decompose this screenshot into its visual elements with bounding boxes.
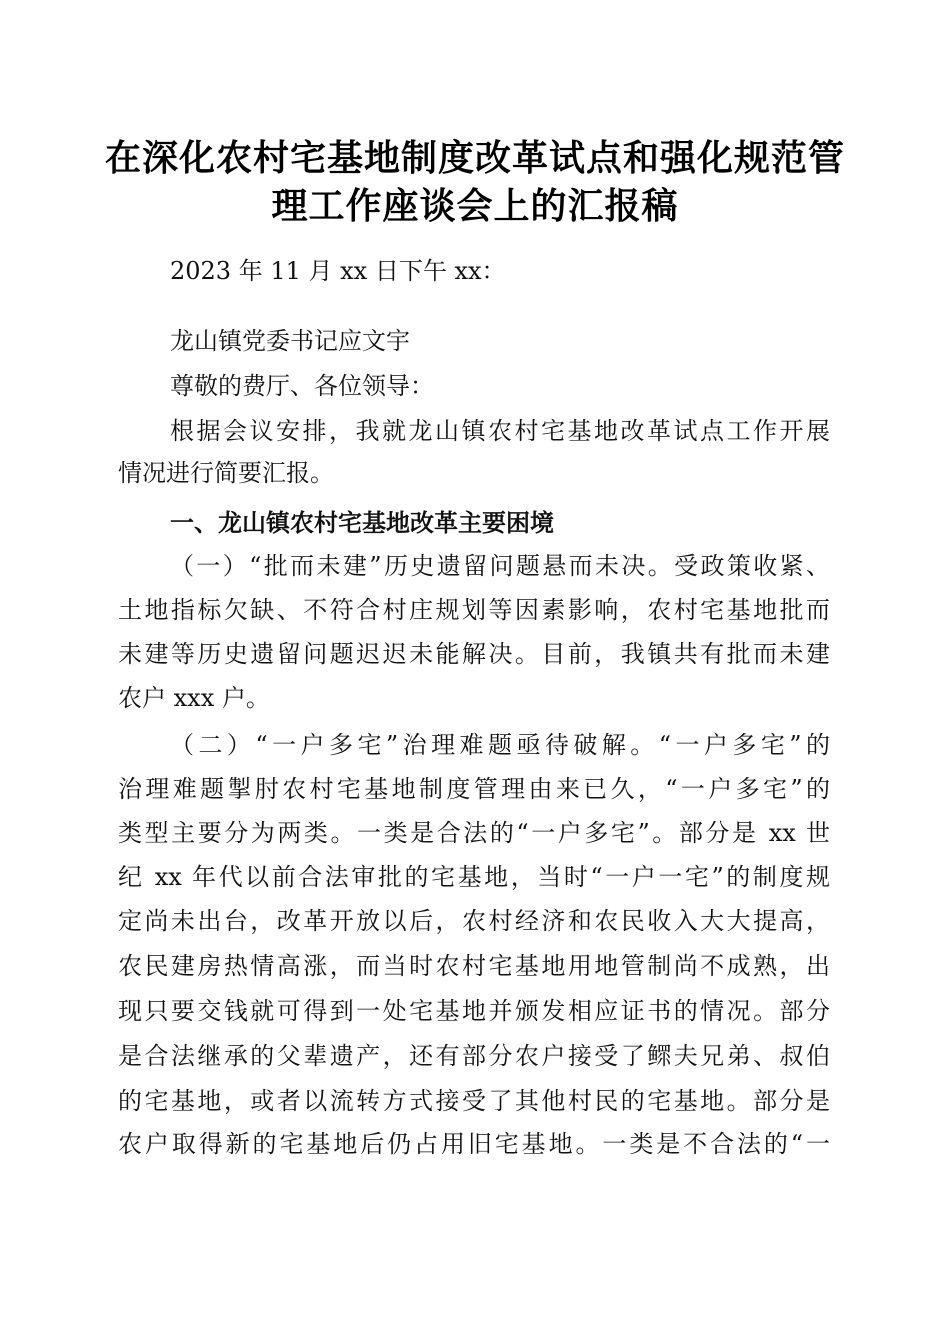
para-2-line-7: 现只要交钱就可得到一处宅基地并颁发相应证书的情况。部分 [118, 997, 830, 1025]
para-2-line-1: （二）“一户多宅”治理难题亟待破解。“一户多宅”的 [170, 731, 830, 759]
para-1-line-2: 土地指标欠缺、不符合村庄规划等因素影响，农村宅基地批而 [118, 596, 830, 624]
speaker-line: 龙山镇党委书记应文宇 [170, 327, 410, 355]
para-2-line-9: 的宅基地，或者以流转方式接受了其他村民的宅基地。部分是 [118, 1087, 830, 1115]
para-1-line-4: 农户 xxx 户。 [118, 684, 270, 712]
para-2-line-6: 农民建房热情高涨，而当时农村宅基地用地管制尚不成熟，出 [118, 952, 830, 980]
para-2-line-8: 是合法继承的父辈遗产，还有部分农户接受了鳏夫兄弟、叔伯 [118, 1042, 830, 1070]
section-heading: 一、龙山镇农村宅基地改革主要困境 [170, 508, 554, 537]
para-2-line-4: 纪 xx 年代以前合法审批的宅基地，当时“一户一宅”的制度规 [118, 863, 830, 891]
para-2-line-3: 类型主要分为两类。一类是合法的“一户多宅”。部分是 xx 世 [118, 819, 830, 847]
para-1-line-1: （一）“批而未建”历史遗留问题悬而未决。受政策收紧、 [170, 552, 830, 580]
document-title-line-2: 理工作座谈会上的汇报稿 [271, 185, 679, 227]
document-title-line-1: 在深化农村宅基地制度改革试点和强化规范管 [104, 137, 845, 179]
date-line: 2023 年 11 月 xx 日下午 xx： [170, 257, 506, 285]
para-2-line-10: 农户取得新的宅基地后仍占用旧宅基地。一类是不合法的“一 [118, 1130, 830, 1158]
salutation: 尊敬的费厅、各位领导： [170, 372, 434, 400]
para-1-line-3: 未建等历史遗留问题迟迟未能解决。目前，我镇共有批而未建 [118, 640, 830, 668]
para-2-line-5: 定尚未出台，改革开放以后，农村经济和农民收入大大提高， [118, 907, 830, 935]
para-2-line-2: 治理难题掣肘农村宅基地制度管理由来已久，“一户多宅”的 [118, 775, 830, 803]
intro-line-2: 情况进行简要汇报。 [118, 459, 334, 487]
intro-line-1: 根据会议安排，我就龙山镇农村宅基地改革试点工作开展 [170, 417, 830, 445]
